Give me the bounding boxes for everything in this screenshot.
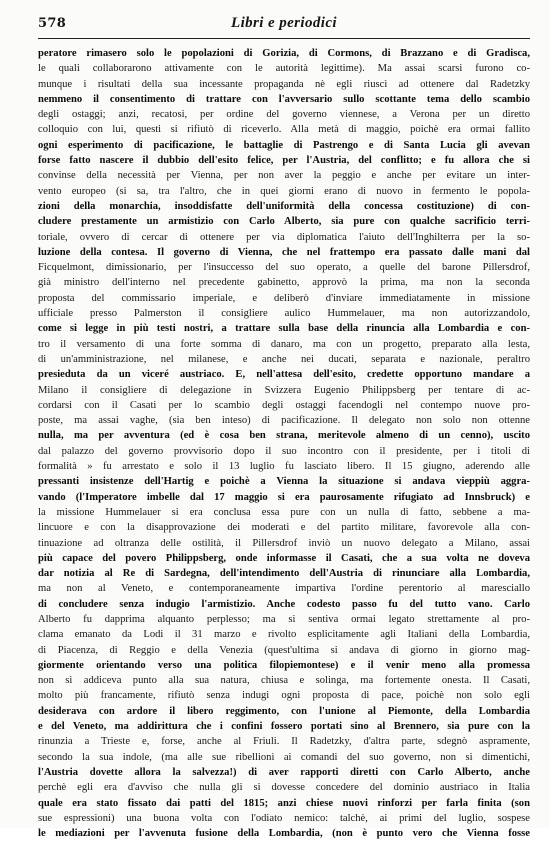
text-line: la missione Hummelauer si era conclusa essa pure con un nulla di fatto, sebbene a ma-: [38, 506, 530, 518]
text-line: tro il versamento di una forte somma di danaro, ma con un progetto, preparato alla lesta,: [38, 338, 530, 350]
text-line: peratore rimasero solo le popolazioni di Gorizia, di Cormons, di Brazzano e di Gradisca,: [38, 48, 530, 59]
text-line: come si legge in più testi nostri, a trattare sulla base della rinuncia alla Lombardia e con-: [38, 323, 530, 335]
text-line: le quali collaborarono attivamente con le autorità legittime). Ma assai scarsi furono co-: [38, 63, 530, 75]
text-line: tinuazione ad oltranza delle ostilità, il Pillersdrof inviò un nuovo delegato a Milano, assai: [38, 537, 530, 549]
text-line: proposta del commissario imperiale, e deliberò d'inviare immediatamente in missione: [38, 292, 530, 304]
text-line: nemmeno il consentimento di trattare con l'avversario sullo scottante tema dello scambio: [38, 93, 530, 105]
text-line: lincuore e con la disapprovazione dei moderati e del partito militare, favorevole alla con-: [38, 522, 530, 534]
body-text: [38, 46, 530, 841]
text-line: sue espressioni) una buona volta con l'odiato nemico: talchè, ai primi del luglio, sospese: [38, 812, 530, 824]
text-line: ogni esperimento di pacificazione, le battaglie di Pastrengo e di Santa Lucia gli avevan: [38, 139, 530, 151]
text-line: zioni della monarchia, insoddisfatte dell'uniformità della concessa costituzione) di con-: [38, 200, 530, 212]
text-line: già ministro dell'interno nel precedente gabinetto, approvò la prima, ma non la seconda: [38, 277, 530, 289]
text-line: e del Veneto, ma addirittura che i confini fossero portati sino al Brennero, sia pure con la: [38, 721, 530, 733]
text-line: cludere prestamente un armistizio con Carlo Alberto, sia pure con qualche sacrificio terri-: [38, 216, 530, 228]
text-line: degli ostaggi; anzi, recatosi, per ordine del governo viennese, a Verona per un diretto: [38, 109, 530, 121]
text-line: colloquio con lui, questi si rifiutò di riceverlo. Alla metà di maggio, poichè era ormai fallito: [38, 124, 530, 136]
text-line: presieduta da un viceré austriaco. E, nell'attesa dell'esito, credette opportuno mandare a: [38, 369, 530, 381]
text-line: convinse della necessità per Vienna, per non aver la peggio e anche per evitare un inter-: [38, 170, 530, 182]
page-number: 578: [38, 16, 67, 31]
text-line: toriale, ovvero di cercar di ottenere per via diplomatica l'aiuto dell'Inghilterra per la so-: [38, 231, 530, 243]
text-line: vando (l'Imperatore imbelle dal 17 maggio si era paurosamente rifugiato ad Innsbruck) e: [38, 491, 530, 503]
text-line: le mediazioni per l'avvenuta fusione della Lombardia, (non è punto vero che Vienna fosse: [38, 828, 530, 840]
text-line: quale era stato fissato dai patti del 1815; anzi chiese nuovi rinforzi per farla finita (son: [38, 797, 530, 809]
text-line: desiderava con ardore il libero reggimento, con l'unione al Piemonte, della Lombardia: [38, 705, 530, 717]
text-line: dal palazzo del governo provvisorio dopo il suo incontro con il presidente, per i titoli di: [38, 445, 530, 457]
running-title: Libri e periodici: [231, 15, 337, 31]
text-line: non si addiceva punto alla sua natura, chiusa e solinga, ma fortemente onesta. Il Casati,: [38, 675, 530, 687]
text-line: ma non al Veneto, e contemporaneamente impartiva l'ordine perentorio al maresciallo: [38, 583, 530, 595]
page-header: [38, 14, 530, 38]
text-line: formalità » fu arrestato e solo il 13 luglio fu lasciato libero. Il 15 giugno, aderendo alle: [38, 461, 530, 473]
text-line: munque i risultati della sua incessante propaganda nè egli riuscì ad ottenere dal Radetzky: [38, 78, 530, 90]
text-line: Ficquelmont, dimissionario, per l'insuccesso del suo operato, a quelle del barone Pillersdrof,: [38, 262, 530, 274]
text-line: pressanti insistenze dell'Hartig e poichè a Vienna la situazione si andava vieppiù aggra-: [38, 476, 530, 488]
text-line: poste, ma assai vaghe, (sia ben inteso) di pacificazione. Il delegato non solo non ottenne: [38, 415, 530, 427]
text-line: rinunzia a Trieste e, forse, anche al Friuli. Il Radetzky, d'altra parte, sdegnò aspramente,: [38, 736, 530, 748]
text-line: di concludere senza indugio l'armistizio. Anche codesto passo fu del tutto vano. Carlo: [38, 598, 530, 610]
text-line: di un'amministrazione, nel milanese, e anche nei ducati, separata e nazionale, peraltro: [38, 353, 530, 365]
text-line: di Piacenza, di Reggio e della Venezia (quest'ultima si andava di giorno in giorno mag-: [38, 644, 530, 656]
text-line: Alberto fu dapprima alquanto perplesso; ma si sentiva ormai legato strettamente al pro-: [38, 613, 530, 625]
text-line: ufficiale presso Palmerston il consigliere aulico Hummelauer, ma non autorizzandolo,: [38, 308, 530, 320]
text-line: cordarsi con il Casati per lo scambio degli ostaggi facendogli nel contempo nuove pro-: [38, 399, 530, 411]
text-line: perchè egli era d'avviso che nulla gli si dovesse concedere del dominio austriaco in Italia: [38, 782, 530, 794]
text-line: vento europeo (si sa, tra l'altro, che in quei giorni erano di nuovo in fermento le popola-: [38, 185, 530, 197]
text-line: luzione della contesa. Il governo di Vienna, che nel frattempo era passato dalle mani dal: [38, 246, 530, 258]
text-line: secondo la sua indole, (ma alle sue ribellioni ai comandi del suo governo, non si dimentichi,: [38, 751, 530, 763]
text-line: dar notizia al Re di Sardegna, dell'intendimento dell'Austria di rinunciare alla Lombardia,: [38, 568, 530, 580]
header-rule: [38, 38, 530, 39]
text-line: forse fatto nascere il dubbio dell'esito felice, per l'Austria, del conflitto; e fu allora che si: [38, 155, 530, 167]
text-line: più capace del povero Philippsberg, onde informasse il Casati, che a sua volta ne doveva: [38, 552, 530, 564]
text-line: Milano il consigliere di delegazione in Svizzera Eugenio Philippsberg per tentare di ac-: [38, 384, 530, 396]
text-line: clama emanato da Lodi il 31 marzo e rivolto esplicitamente agli Italiani della Lombardia,: [38, 629, 530, 641]
text-line: l'Austria dovette allora la salvezza!) di aver rapporti diretti con Carlo Alberto, anche: [38, 766, 530, 778]
text-line: molto più francamente, rifiutò senza indugi ogni proposta di pace, poichè non solo egli: [38, 690, 530, 702]
text-line: giormente orientando verso una politica filopiemontese) e il venir meno alla promessa: [38, 659, 530, 671]
text-line: nulla, ma per avventura (ed è cosa ben strana, meritevole almeno di un cenno), uscito: [38, 430, 530, 442]
